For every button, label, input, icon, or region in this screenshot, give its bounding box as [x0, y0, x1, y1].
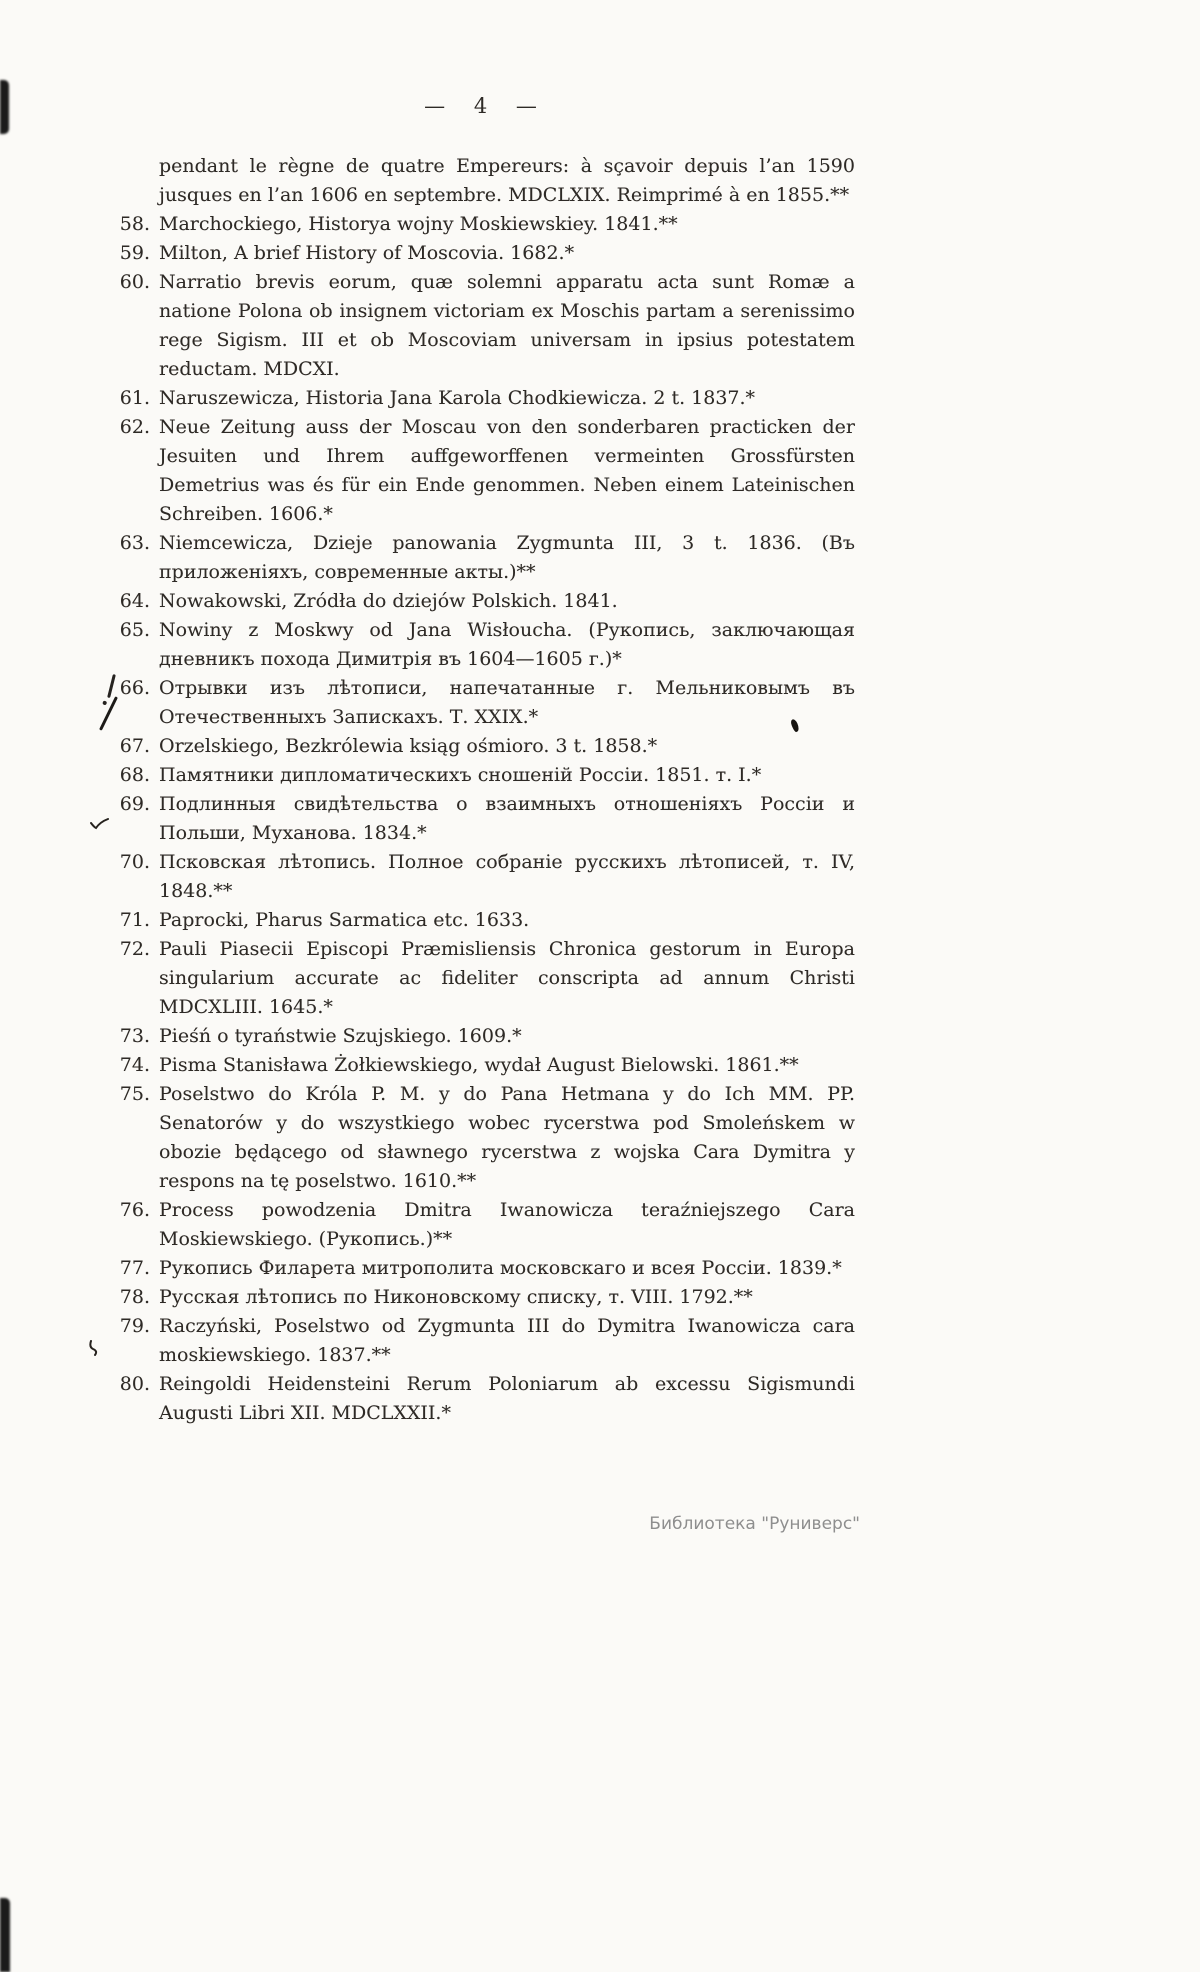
- bibliography-list: [106, 152, 855, 1428]
- entry-number: 71.: [119, 909, 150, 931]
- library-watermark: Библиотека "Руниверс": [649, 1514, 860, 1534]
- entry-number: 79.: [119, 1315, 150, 1337]
- bibliography-entry: [106, 587, 855, 616]
- entry-text: Narratio brevis eorum, quæ solemni apparatu acta sunt Romæ a natione Polona ob insignem victoriam ex Moschis partam a serenissimo rege Sigism. III et ob Moscoviam universam in ipsius potestatem reductam. MDCXI.: [159, 271, 855, 380]
- entry-text: Памятники дипломатическихъ сношеній Россіи. 1851. т. I.*: [159, 764, 762, 786]
- entry-number: 77.: [119, 1257, 150, 1279]
- entry-text: Отрывки изъ лѣтописи, напечатанные г. Мельниковымъ въ Отечественныхъ Запискахъ. Т. XXIX.*: [159, 677, 855, 728]
- entry-text: Русская лѣтопись по Никоновскому списку, т. VIII. 1792.**: [159, 1286, 753, 1308]
- entry-number: 76.: [119, 1199, 150, 1221]
- entry-text: Рукопись Филарета митрополита московскаго и всея Россіи. 1839.*: [159, 1257, 842, 1279]
- entry-number: 63.: [119, 532, 150, 554]
- entry-text: Orzelskiego, Bezkrólewia ksiąg ośmioro. 3 t. 1858.*: [159, 735, 658, 757]
- entry-text: pendant le règne de quatre Empereurs: à sçavoir depuis l’an 1590 jusques en l’an 1606 en septembre. MDCLXIX. Reimprimé à en 1855.**: [159, 155, 855, 206]
- bibliography-entry: [106, 732, 855, 761]
- entry-text: Milton, A brief History of Moscovia. 1682.*: [159, 242, 575, 264]
- bibliography-entry: [106, 761, 855, 790]
- entry-number: 74.: [119, 1054, 150, 1076]
- entry-text: Nowakowski, Zródła do dziejów Polskich. 1841.: [159, 590, 618, 612]
- bibliography-entry: [106, 239, 855, 268]
- bibliography-entry: [106, 616, 855, 674]
- entry-number: 67.: [119, 735, 150, 757]
- entry-text: Naruszewicza, Historia Jana Karola Chodkiewicza. 2 t. 1837.*: [159, 387, 756, 409]
- bibliography-entry: [106, 1196, 855, 1254]
- entry-number: 80.: [119, 1373, 150, 1395]
- pencil-mark-squiggle-icon: [88, 1339, 104, 1357]
- entry-number: 62.: [119, 416, 150, 438]
- bibliography-entry: [106, 674, 855, 732]
- bibliography-entry: [106, 384, 855, 413]
- entry-text: Raczyński, Poselstwo od Zygmunta III do Dymitra Iwanowicza cara moskiewskiego. 1837.**: [159, 1315, 855, 1366]
- bibliography-entry: [106, 1254, 855, 1283]
- entry-number: 78.: [119, 1286, 150, 1308]
- entry-number: 69.: [119, 793, 150, 815]
- bibliography-entry: [106, 1370, 855, 1428]
- entry-text: Paprocki, Pharus Sarmatica etc. 1633.: [159, 909, 530, 931]
- entry-text: Neue Zeitung auss der Moscau von den sonderbaren practicken der Jesuiten und Ihrem auffgeworffenen vermeinten Grossfürsten Demetrius was és für ein Ende genommen. Neben einem Lateinischen Schreiben. 1606.*: [159, 416, 855, 525]
- bibliography-entry: [106, 790, 855, 848]
- entry-number: 72.: [119, 938, 150, 960]
- entry-text: Псковская лѣтопись. Полное собраніе русскихъ лѣтописей, т. IV, 1848.**: [159, 851, 855, 902]
- bibliography-entry: [106, 413, 855, 529]
- entry-text: Reingoldi Heidensteini Rerum Poloniarum ab excessu Sigismundi Augusti Libri XII. MDCLXXII.*: [159, 1373, 855, 1424]
- bibliography-entry: [106, 935, 855, 1022]
- entry-number: 64.: [119, 590, 150, 612]
- bibliography-entry: [106, 268, 855, 384]
- entry-text: Pauli Piasecii Episcopi Præmisliensis Chronica gestorum in Europa singularium accurate ac fideliter conscripta ad annum Christi MDCXLIII. 1645.*: [159, 938, 855, 1018]
- entry-number: 73.: [119, 1025, 150, 1047]
- bibliography-entry: [106, 906, 855, 935]
- entry-number: 68.: [119, 764, 150, 786]
- entry-number: 66.: [119, 677, 150, 699]
- entry-text: Pisma Stanisława Żołkiewskiego, wydał August Bielowski. 1861.**: [159, 1054, 799, 1076]
- bibliography-entry: [106, 1080, 855, 1196]
- bibliography-entry: [106, 1022, 855, 1051]
- bibliography-entry: [106, 152, 855, 210]
- page-number: — 4 —: [424, 94, 537, 118]
- entry-number: 70.: [119, 851, 150, 873]
- entry-number: 65.: [119, 619, 150, 641]
- entry-text: Подлинныя свидѣтельства о взаимныхъ отношеніяхъ Россіи и Польши, Муханова. 1834.*: [159, 793, 855, 844]
- entry-number: 61.: [119, 387, 150, 409]
- entry-text: Pieśń o tyraństwie Szujskiego. 1609.*: [159, 1025, 522, 1047]
- entry-text: Marchockiego, Historya wojny Moskiewskiey. 1841.**: [159, 213, 678, 235]
- entry-text: Process powodzenia Dmitra Iwanowicza teraźniejszego Cara Moskiewskiego. (Рукопись.)**: [159, 1199, 855, 1250]
- scan-edge-artifact-bottom-left: [0, 1898, 10, 1972]
- entry-text: Poselstwo do Króla P. M. y do Pana Hetmana y do Ich MM. PP. Senatorów y do wszystkiego wobec rycerstwa pod Smoleńskem w obozie będącego od sławnego rycerstwa z wojska Cara Dymitra y respons na tę poselstwo. 1610.**: [159, 1083, 855, 1192]
- pencil-mark-tick-icon: [90, 817, 110, 831]
- entry-number: 58.: [119, 213, 150, 235]
- bibliography-entry: [106, 1051, 855, 1080]
- bibliography-entry: [106, 848, 855, 906]
- entry-number: 59.: [119, 242, 150, 264]
- entry-text: Nowiny z Moskwy od Jana Wisłoucha. (Рукопись, заключающая дневникъ похода Димитрія въ 1604—1605 г.)*: [159, 619, 855, 670]
- bibliography-entry: [106, 1312, 855, 1370]
- bibliography-entry: [106, 1283, 855, 1312]
- bibliography-entry: [106, 210, 855, 239]
- scan-edge-artifact-top-left: [0, 80, 9, 134]
- entry-text: Niemcewicza, Dzieje panowania Zygmunta III, 3 t. 1836. (Въ приложеніяхъ, современные акты.)**: [159, 532, 855, 583]
- entry-number: 60.: [119, 271, 150, 293]
- entry-number: 75.: [119, 1083, 150, 1105]
- bibliography-entry: [106, 529, 855, 587]
